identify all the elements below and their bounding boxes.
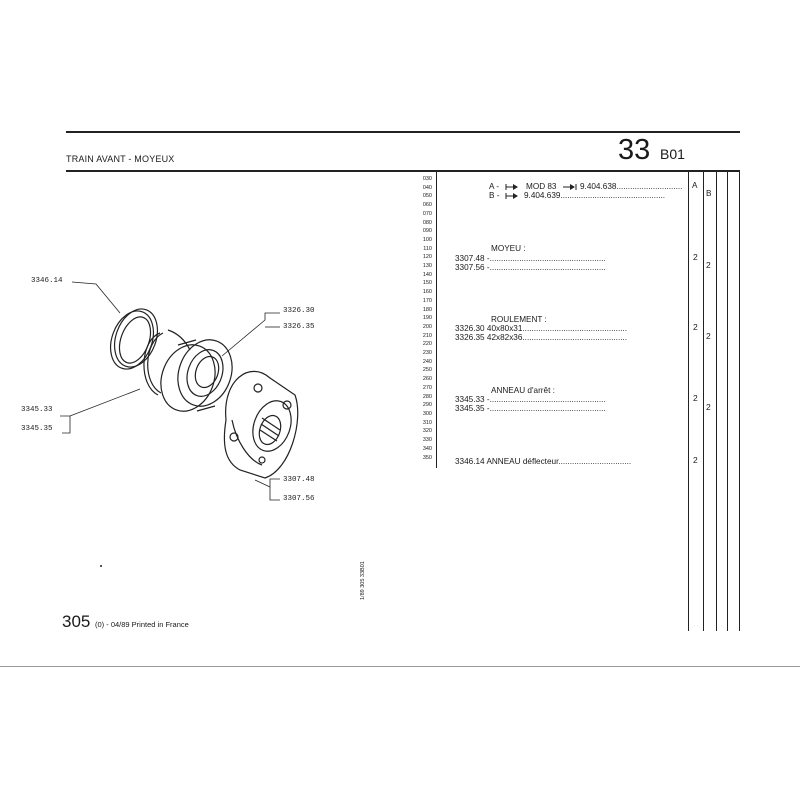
callout-label: 3345.35 — [21, 425, 53, 433]
callout-label: 3326.30 — [283, 307, 315, 315]
variant-a-ref: 9.404.638............................. — [580, 182, 683, 191]
exploded-hub-diagram — [0, 250, 360, 580]
row-number: 270 — [422, 384, 432, 391]
part-qty: 2 — [693, 322, 698, 332]
arrow-right-icon — [505, 183, 519, 191]
row-number: 070 — [422, 210, 432, 217]
callout-label: 3326.35 — [283, 323, 315, 331]
arrow-to-bar-icon — [562, 183, 578, 191]
section-code: B01 — [660, 146, 685, 162]
part-row: 3326.30 40x80x31.............................................. — [455, 324, 628, 333]
arrow-right-icon — [505, 192, 519, 200]
row-number: 160 — [422, 289, 432, 296]
row-number: 210 — [422, 332, 432, 339]
variant-a-flag: A — [692, 181, 698, 190]
header-rule — [66, 170, 740, 172]
page-title: TRAIN AVANT - MOYEUX — [66, 154, 175, 164]
table-border-4 — [727, 171, 728, 631]
callout-label: 3345.33 — [21, 406, 53, 414]
callout-label: 3307.56 — [283, 495, 315, 503]
row-number: 340 — [422, 445, 432, 452]
table-border-5 — [739, 171, 740, 631]
variant-a-prefix: A - — [489, 182, 500, 191]
row-number: 150 — [422, 280, 432, 287]
row-number: 180 — [422, 306, 432, 313]
variant-b-prefix: B - — [489, 191, 500, 200]
group-anneau: ANNEAU d'arrêt : — [491, 386, 555, 395]
part-row: 3345.35 -................................................... — [455, 404, 606, 413]
row-number: 170 — [422, 297, 432, 304]
part-qty: 2 — [706, 331, 711, 341]
row-number: 080 — [422, 219, 432, 226]
row-number: 240 — [422, 358, 432, 365]
row-number: 260 — [422, 376, 432, 383]
row-number: 330 — [422, 437, 432, 444]
row-number: 090 — [422, 228, 432, 235]
row-number: 320 — [422, 428, 432, 435]
row-numbers — [418, 175, 432, 462]
footer-page-number: 305 — [62, 612, 91, 631]
row-number: 200 — [422, 323, 432, 330]
part-qty: 2 — [706, 260, 711, 270]
part-row: 3326.35 42x82x36.............................................. — [455, 333, 628, 342]
row-number: 100 — [422, 236, 432, 243]
group-moyeu: MOYEU : — [491, 244, 526, 253]
row-number: 290 — [422, 402, 432, 409]
row-number: 030 — [422, 176, 432, 182]
top-rule — [66, 131, 740, 133]
footer-text: (0) - 04/89 Printed in France — [95, 620, 189, 629]
row-number: 040 — [422, 184, 432, 191]
section-number: 33 — [618, 134, 651, 166]
row-number: 130 — [422, 263, 432, 270]
part-row: 3307.48 -................................................... — [455, 254, 606, 263]
row-number: 140 — [422, 271, 432, 278]
part-qty: 2 — [693, 455, 698, 465]
part-row: 3345.33 -................................................... — [455, 395, 606, 404]
table-border-2 — [703, 171, 704, 631]
row-number: 120 — [422, 254, 432, 261]
table-border-3 — [716, 171, 717, 631]
row-number: 280 — [422, 393, 432, 400]
part-qty: 2 — [706, 402, 711, 412]
row-number: 250 — [422, 367, 432, 374]
group-roulement: ROULEMENT : — [491, 315, 547, 324]
row-number: 300 — [422, 410, 432, 417]
variant-a-text: MOD 83 — [526, 182, 557, 191]
row-number: 050 — [422, 193, 432, 200]
row-number: 060 — [422, 202, 432, 209]
row-number: 220 — [422, 341, 432, 348]
variant-b-ref: 9.404.639.............................................. — [524, 191, 666, 200]
table-left-border — [436, 171, 437, 468]
vertical-reference: 1/89 305 33B01 — [360, 561, 366, 600]
table-border-1 — [688, 171, 689, 631]
part-qty: 2 — [693, 252, 698, 262]
part-row: 3346.14 ANNEAU déflecteur................................ — [455, 457, 632, 466]
part-qty: 2 — [693, 393, 698, 403]
variant-b-flag: B — [706, 189, 712, 198]
row-number: 110 — [423, 245, 432, 252]
row-number: 350 — [422, 454, 432, 461]
row-number: 230 — [422, 350, 432, 357]
callout-label: 3346.14 — [31, 277, 63, 285]
row-number: 310 — [422, 419, 432, 426]
callout-label: 3307.48 — [283, 476, 315, 484]
row-number: 190 — [422, 315, 432, 322]
part-row: 3307.56 -................................................... — [455, 263, 606, 272]
footer-rule — [0, 666, 800, 667]
